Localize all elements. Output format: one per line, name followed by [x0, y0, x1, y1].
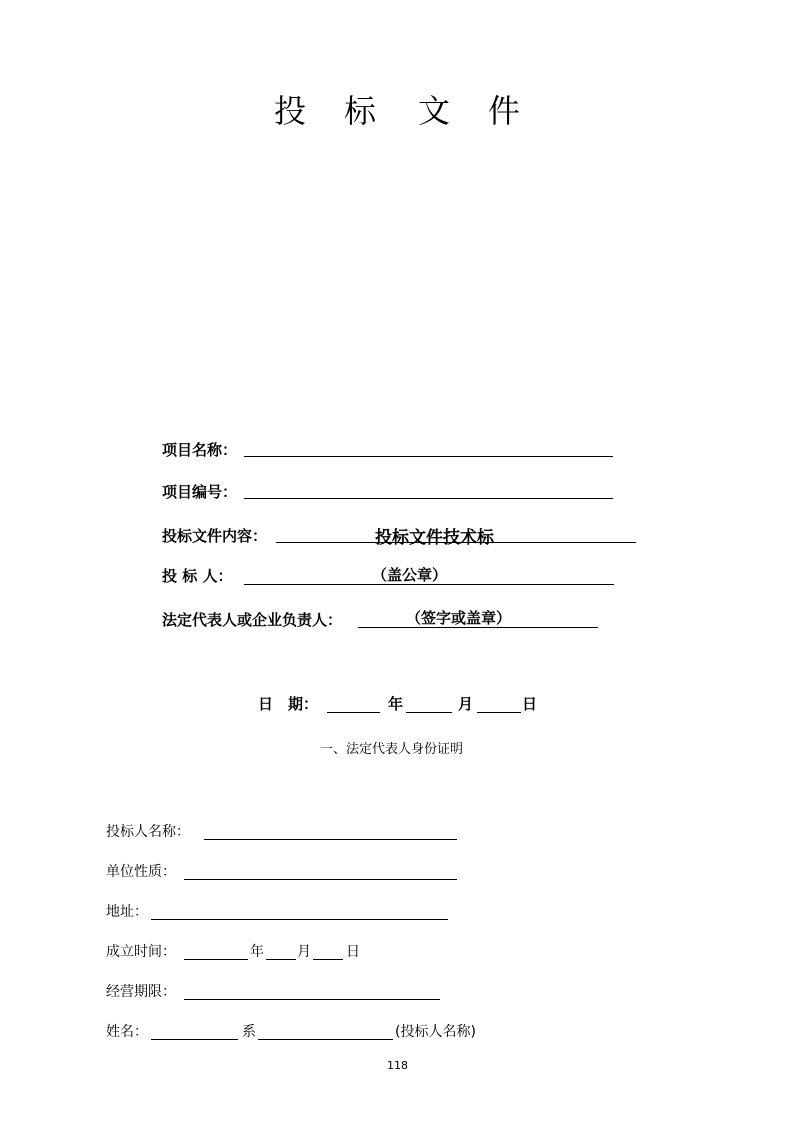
project-name-label: 项目名称： [162, 441, 238, 459]
title-char-1: 投 [274, 92, 307, 130]
name-label: 姓名： [106, 1024, 148, 1040]
project-no-label: 项目编号： [162, 483, 238, 501]
name-line[interactable] [151, 1039, 238, 1040]
date-month-line[interactable] [406, 712, 452, 713]
bidder-name-label: 投标人名称： [106, 824, 190, 840]
legal-rep-label: 法定代表人或企业负责人： [162, 611, 343, 629]
bidder-name-note: (投标人名称) [395, 1024, 476, 1040]
date-year: 年 [388, 695, 404, 713]
bidder-name-2-line[interactable] [258, 1039, 393, 1040]
founded-year-line[interactable] [184, 959, 248, 960]
bidder-note: （盖公章） [372, 566, 448, 584]
content-label: 投标文件内容： [162, 527, 268, 545]
address-line[interactable] [151, 919, 448, 920]
content-value: 投标文件技术标 [375, 528, 494, 548]
section-title: 一、法定代表人身份证明 [320, 742, 464, 757]
date-label: 日 期： [258, 695, 319, 713]
unit-nature-label: 单位性质： [106, 864, 176, 880]
founded-month: 月 [297, 944, 311, 960]
date-year-line[interactable] [327, 712, 380, 713]
document-title [0, 86, 793, 130]
term-line[interactable] [184, 999, 440, 1000]
page-number: 118 [387, 1059, 408, 1072]
project-no-line[interactable] [244, 498, 613, 499]
title-char-3: 文 [418, 92, 451, 130]
bidder-name-line[interactable] [204, 839, 457, 840]
date-month: 月 [458, 695, 474, 713]
founded-day-line[interactable] [313, 959, 343, 960]
founded-month-line[interactable] [266, 959, 296, 960]
founded-day: 日 [346, 944, 360, 960]
is-label: 系 [242, 1024, 256, 1040]
title-char-4: 件 [488, 92, 521, 130]
unit-nature-line[interactable] [184, 879, 457, 880]
founded-label: 成立时间： [106, 944, 176, 960]
date-day: 日 [522, 695, 538, 713]
bidder-label: 投 标 人： [162, 567, 233, 585]
legal-rep-note: （签字或盖章） [406, 609, 512, 627]
project-name-line[interactable] [244, 456, 613, 457]
term-label: 经营期限： [106, 984, 176, 1000]
date-day-line[interactable] [477, 712, 521, 713]
address-label: 地址： [106, 904, 148, 920]
founded-year: 年 [250, 944, 264, 960]
title-char-2: 标 [344, 92, 377, 130]
